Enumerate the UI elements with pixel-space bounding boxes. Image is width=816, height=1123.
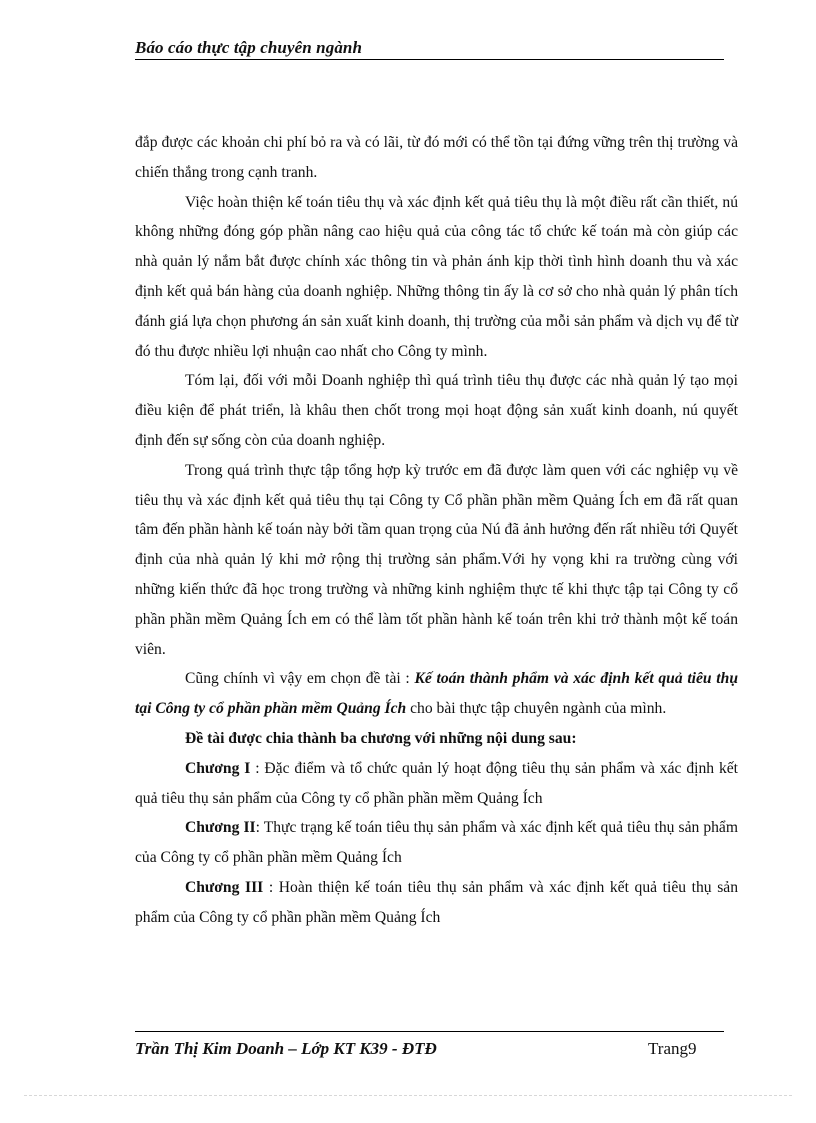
chapter-1-label: Chương I xyxy=(185,759,251,777)
topic-lead: Cũng chính vì vậy em chọn đề tài : xyxy=(185,670,415,688)
footer-author: Trần Thị Kim Doanh – Lớp KT K39 - ĐTĐ xyxy=(135,1039,437,1058)
page-edge-divider xyxy=(24,1095,792,1096)
chapter-3 xyxy=(135,873,738,933)
chapters-intro: Đề tài được chia thành ba chương với những nội dung sau: xyxy=(185,729,577,747)
chapter-2-label: Chương II xyxy=(185,819,256,837)
chapter-2-text: : Thực trạng kế toán tiêu thụ sản phẩm và xác định kết quả tiêu thụ sản phẩm của Công ty cổ phần phần mềm Quảng Ích xyxy=(135,819,738,867)
header-title: Báo cáo thực tập chuyên ngành xyxy=(135,38,363,57)
paragraph-5 xyxy=(135,664,738,724)
header-rule xyxy=(135,59,724,60)
chapter-1-text: : Đặc điểm và tổ chức quản lý hoạt động tiêu thụ sản phẩm và xác định kết quả tiêu thụ sản phẩm của Công ty cổ phần phần mềm Quảng Ích xyxy=(135,759,738,807)
topic-tail: cho bài thực tập chuyên ngành của mình. xyxy=(406,700,667,718)
paragraph-4: Trong quá trình thực tập tổng hợp kỳ trước em đã được làm quen với các nghiệp vụ về tiêu thụ và xác định kết quả tiêu thụ tại Công ty Cổ phần phần mềm Quảng Ích em đã rất quan tâm đến phần hành kế toán này bởi tầm quan trọng của Nú đã ảnh hưởng đến rất nhiều tới Quyết định của nhà quản lý khi mở rộng thị trường sản phẩm.Với hy vọng khi ra trường cùng với những kiến thức đã học trong trường và những kinh nghiệm thực tế khi thực tập tại Công ty cổ phần phần mềm Quảng Ích em có thể làm tốt phần hành kế toán trên khi trở thành một kế toán viên. xyxy=(135,461,738,658)
topic-title: Kế toán thành phẩm và xác định kết quả tiêu thụ tại Công ty cổ phần phần mềm Quảng Ích xyxy=(135,670,738,718)
document-body xyxy=(135,128,738,933)
paragraph-1: đắp được các khoản chi phí bỏ ra và có lãi, từ đó mới có thể tồn tại đứng vững trên thị trường và chiến thắng trong cạnh tranh. xyxy=(135,134,738,181)
chapter-1 xyxy=(135,754,738,814)
chapter-2 xyxy=(135,813,738,873)
chapter-3-label: Chương III xyxy=(185,878,264,896)
paragraph-2: Việc hoàn thiện kế toán tiêu thụ và xác định kết quả tiêu thụ là một điều rất cần thiết, nú không những đóng góp phần nâng cao hiệu quả của công tác tổ chức kế toán mà còn giúp các nhà quản lý nắm bắt được chính xác thông tin và phản ánh kịp thời tình hình doanh thu và xác định kết quả bán hàng của doanh nghiệp. Những thông tin ấy là cơ sở cho nhà quản lý phân tích đánh giá lựa chọn phương án sản xuất kinh doanh, thị trường của mỗi sản phẩm và dịch vụ để từ đó thu được nhiều lợi nhuận cao nhất cho Công ty mình. xyxy=(135,193,738,360)
footer-rule xyxy=(135,1031,724,1032)
page-number: Trang9 xyxy=(648,1039,697,1058)
paragraph-3: Tóm lại, đối với mỗi Doanh nghiệp thì quá trình tiêu thụ được các nhà quản lý tạo mọi điều kiện để phát triển, là khâu then chốt trong mọi hoạt động sản xuất kinh doanh, nú quyết định đến sự sống còn của doanh nghiệp. xyxy=(135,372,738,449)
chapter-3-text: : Hoàn thiện kế toán tiêu thụ sản phẩm và xác định kết quả tiêu thụ sản phẩm của Công ty cổ phần phần mềm Quảng Ích xyxy=(135,878,738,926)
